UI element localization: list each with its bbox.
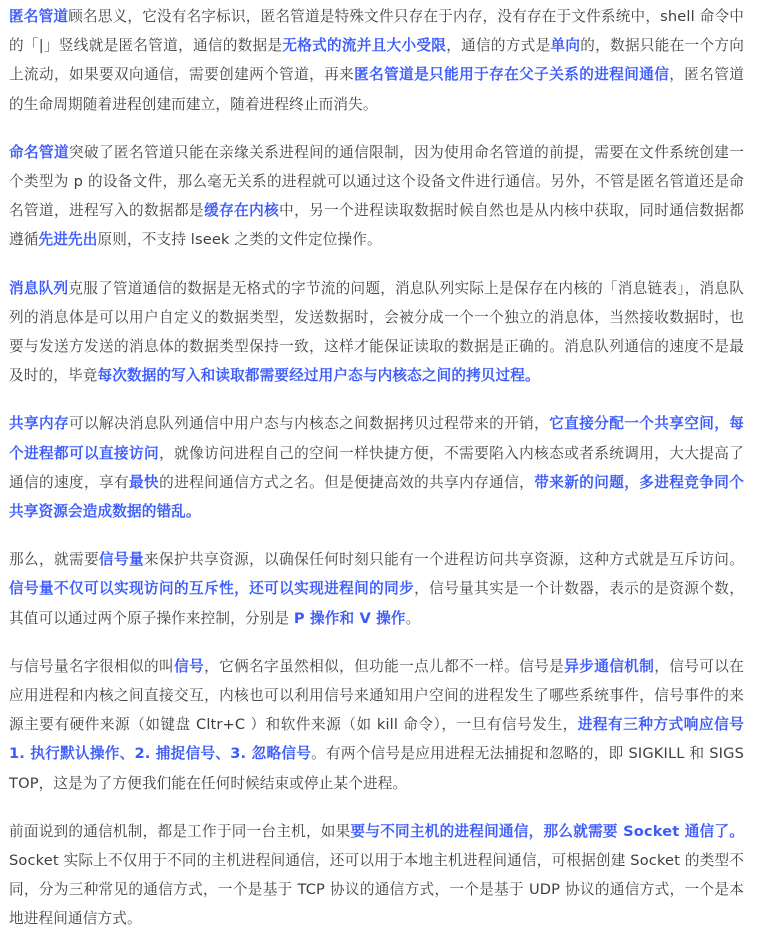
highlighted-text: 先进先出 [38, 231, 98, 249]
highlighted-text: 命名管道 [9, 143, 70, 161]
body-text: 中，另一个进程读取数据时候自然也是从内核中获取，同时通信数据都遵循 [9, 202, 745, 249]
highlighted-text: 它直接分配一个共享空间，每个进程都可以直接访问 [9, 415, 745, 462]
highlighted-text: 消息队列 [9, 279, 69, 297]
body-text: 克服了管道通信的数据是无格式的字节流的问题，消息队列实际上是保存在内核的「消息链表」，消息队列的消息体是可以用户自定义的数据类型，发送数据时，会被分成一个一个独立的消息体，当然接收数据时，也要与发送方发送的消息体的数据类型保持一致，这样才能保证读取的数据是正确的。消息队列通信的速度不是最及时的，毕竟 [9, 279, 745, 385]
body-text: 可以解决消息队列通信中用户态与内核态之间数据拷贝过程带来的开销， [69, 415, 550, 433]
body-text: ，信号量其实是一个计数器，表示的是资源个数，其值可以通过两个原子操作来控制，分别是 [9, 580, 744, 627]
highlighted-text: 信号量 [99, 551, 145, 569]
highlighted-text: P 操作和 V 操作 [293, 609, 406, 627]
highlighted-text: 匿名管道是只能用于存在父子关系的进程间通信 [354, 66, 670, 84]
highlighted-text: 每次数据的写入和读取都需要经过用户态与内核态之间的拷贝过程。 [97, 367, 540, 385]
highlighted-text: 缓存在内核 [204, 202, 280, 220]
body-text: 突破了匿名管道只能在亲缘关系进程间的通信限制，因为使用命名管道的前提，需要在文件系统创建一个类型为 p 的设备文件，那么毫无关系的进程就可以通过这个设备文件进行通信。另外，不管是匿名管道还是命名管道，进程写入的数据都是 [9, 143, 744, 220]
paragraph-semaphore [9, 545, 744, 633]
body-text: 来保护共享资源，以确保任何时刻只能有一个进程访问共享资源，这种方式就是互斥访问。 [144, 551, 744, 569]
body-text: ，信号可以在应用进程和内核之间直接交互，内核也可以利用信号来通知用户空间的进程发生了哪些系统事件，信号事件的来源主要有硬件来源（如键盘 Cltr+C ）和软件来源（如 kill 命令），一旦有信号发生， [9, 657, 745, 734]
body-text: 与信号量名字很相似的叫 [9, 657, 175, 675]
body-text: 顾名思义，它没有名字标识，匿名管道是特殊文件只存在于内存，没有存在于文件系统中，shell 命令中的「|」竖线就是匿名管道，通信的数据是 [9, 8, 744, 55]
paragraph-shared-memory [9, 409, 744, 526]
paragraph-anonymous-pipe [9, 2, 744, 119]
body-text: ，匿名管道的生命周期随着进程创建而建立，随着进程终止而消失。 [9, 66, 744, 113]
body-text: ，通信的方式是 [446, 37, 551, 55]
body-text: 前面说到的通信机制，都是工作于同一台主机，如果 [9, 822, 351, 840]
highlighted-text: 匿名管道 [9, 8, 69, 25]
body-text: 。 [405, 609, 421, 627]
body-text: 那么，就需要 [9, 551, 100, 569]
body-text: 的进程间通信方式之名。但是便捷高效的共享内存通信， [159, 473, 535, 491]
paragraph-socket [9, 817, 744, 934]
highlighted-text: 单向 [550, 37, 581, 55]
paragraph-signal [9, 652, 744, 798]
highlighted-text: 信号量不仅可以实现访问的互斥性，还可以实现进程间的同步 [9, 580, 415, 598]
highlighted-text: 要与不同主机的进程间通信，那么就需要 Socket 通信了。 [350, 822, 744, 840]
body-text: Socket 实际上不仅用于不同的主机进程间通信，还可以用于本地主机进程间通信，可根据创建 Socket 的类型不同，分为三种常见的通信方式，一个是基于 TCP 协议的通信方式，一个是基于 UDP 协议的通信方式，一个是本地进程间通信方式。 [9, 852, 744, 928]
body-text: 。有两个信号是应用进程无法捕捉和忽略的，即 SIGKILL 和 SIGSTOP，这是为了方便我们能在任何时候结束或停止某个进程。 [9, 745, 744, 792]
paragraph-named-pipe [9, 138, 744, 255]
highlighted-text: 进程有三种方式响应信号 1. 执行默认操作、2. 捕捉信号、3. 忽略信号 [9, 716, 744, 763]
highlighted-text: 无格式的流并且大小受限 [282, 37, 447, 55]
body-text: 原则，不支持 lseek 之类的文件定位操作。 [97, 231, 382, 249]
paragraph-message-queue [9, 274, 744, 391]
highlighted-text: 共享内存 [9, 415, 70, 433]
highlighted-text: 最快 [129, 473, 160, 491]
body-text: 的，数据只能在一个方向上流动，如果要双向通信，需要创建两个管道，再来 [9, 37, 744, 84]
body-text: ，就像访问进程自己的空间一样快捷方便，不需要陷入内核态或者系统调用，大大提高了通信的速度，享有 [9, 444, 744, 491]
body-text: ，它俩名字虽然相似，但功能一点儿都不一样。信号是 [204, 657, 565, 675]
highlighted-text: 信号 [174, 657, 205, 675]
highlighted-text: 带来新的问题，多进程竞争同个共享资源会造成数据的错乱。 [9, 473, 744, 521]
highlighted-text: 异步通信机制 [564, 657, 655, 675]
